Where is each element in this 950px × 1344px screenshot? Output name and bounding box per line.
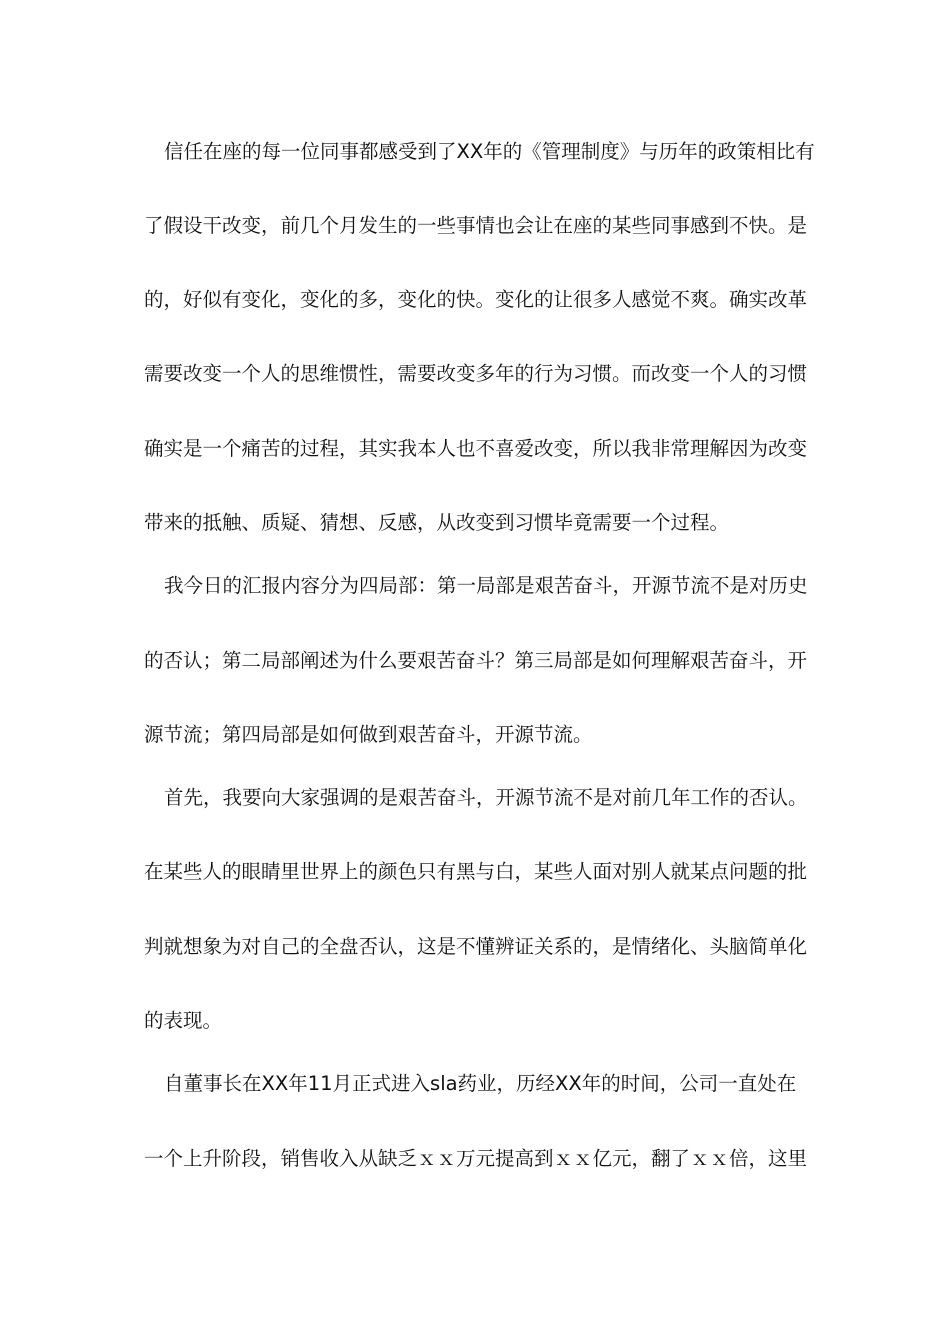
paragraph-1-line-3: 的，好似有变化，变化的多，变化的快。变化的让很多人感觉不爽。确实改革 — [144, 288, 808, 311]
paragraph-3-line-2: 在某些人的眼睛里世界上的颜色只有黑与白，某些人面对别人就某点问题的批 — [144, 860, 808, 883]
paragraph-3-line-3: 判就想象为对自己的全盘否认，这是不懂辨证关系的，是情绪化、头脑简单化 — [144, 935, 808, 958]
paragraph-4-line-2: 一个上升阶段，销售收入从缺乏ｘｘ万元提高到ｘｘ亿元，翻了ｘｘ倍，这里 — [144, 1147, 808, 1170]
paragraph-3-line-4: 的表现。 — [144, 1009, 223, 1032]
paragraph-1-line-2: 了假设干改变，前几个月发生的一些事情也会让在座的某些同事感到不快。是 — [144, 214, 808, 237]
paragraph-1-line-1: 信任在座的每一位同事都感受到了XX年的《管理制度》与历年的政策相比有 — [164, 140, 815, 163]
paragraph-2-line-2: 的否认；第二局部阐述为什么要艰苦奋斗？第三局部是如何理解艰苦奋斗，开 — [144, 649, 808, 672]
paragraph-1-line-6: 带来的抵触、质疑、猜想、反感，从改变到习惯毕竟需要一个过程。 — [144, 511, 730, 534]
paragraph-2-line-3: 源节流；第四局部是如何做到艰苦奋斗，开源节流。 — [144, 723, 593, 746]
paragraph-1-line-5: 确实是一个痛苦的过程，其实我本人也不喜爱改变，所以我非常理解因为改变 — [144, 437, 808, 460]
paragraph-1-line-4: 需要改变一个人的思维惯性，需要改变多年的行为习惯。而改变一个人的习惯 — [144, 362, 808, 385]
paragraph-2-line-1: 我今日的汇报内容分为四局部：第一局部是艰苦奋斗，开源节流不是对历史 — [164, 574, 808, 597]
paragraph-3-line-1: 首先，我要向大家强调的是艰苦奋斗，开源节流不是对前几年工作的否认。 — [164, 786, 808, 809]
paragraph-4-line-1: 自董事长在XX年11月正式进入sla药业，历经XX年的时间，公司一直处在 — [164, 1072, 797, 1095]
